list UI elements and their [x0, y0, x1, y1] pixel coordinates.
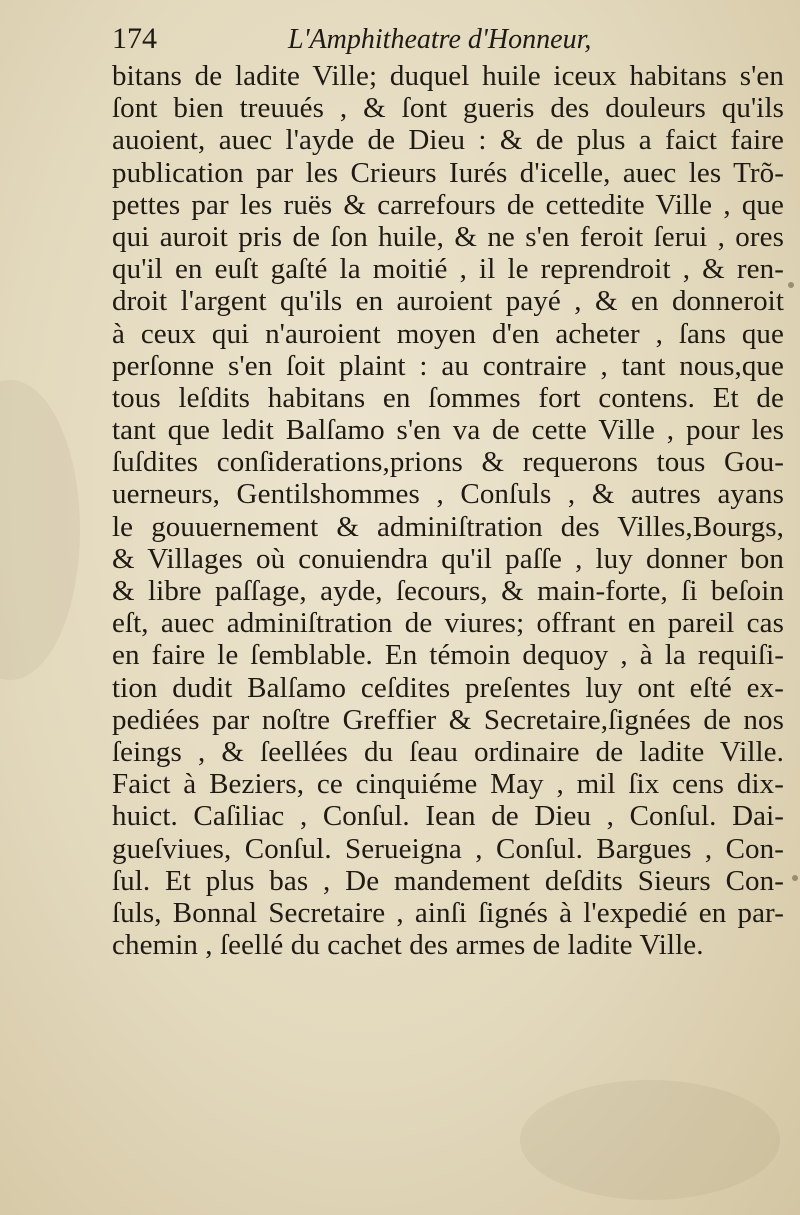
text-line: droit l'argent qu'ils en auroient payé , & en donneroit [112, 285, 784, 318]
body-text [112, 60, 784, 961]
text-line: gueſviues, Conſul. Serueigna , Conſul. Bargues , Con- [112, 832, 784, 865]
text-line: huict. Caſiliac , Conſul. Iean de Dieu , Conſul. Dai- [112, 800, 784, 833]
text-line: ſuſdites conſiderations,prions & requerons tous Gou- [112, 446, 784, 479]
page-number: 174 [112, 22, 157, 55]
paper-stain [0, 380, 80, 680]
text-line: qu'il en euſt gaſté la moitié , il le reprendroit , & ren- [112, 253, 784, 286]
text-line: tion dudit Balſamo ceſdites preſentes luy ont eſté ex- [112, 671, 784, 704]
text-line: eſt, auec adminiſtration de viures; offrant en pareil cas [112, 607, 784, 640]
running-title: L'Amphitheatre d'Honneur, [288, 24, 592, 55]
text-line: uerneurs, Gentilshommes , Conſuls , & autres ayans [112, 478, 784, 511]
text-line: auoient, auec l'ayde de Dieu : & de plus a faict faire [112, 124, 784, 157]
paper-stain [520, 1080, 780, 1200]
text-line: qui auroit pris de ſon huile, & ne s'en feroit ſerui , ores [112, 220, 784, 253]
text-line: & libre paſſage, ayde, ſecours, & main-forte, ſi beſoin [112, 575, 784, 607]
text-line: Faict à Beziers, ce cinquiéme May , mil ſix cens dix- [112, 768, 784, 801]
margin-mark [788, 282, 794, 288]
text-line: tous leſdits habitans en ſommes fort contens. Et de [112, 381, 784, 414]
text-line: publication par les Crieurs Iurés d'icelle, auec les Trõ- [112, 156, 784, 189]
text-line: ſont bien treuués , & ſont gueris des douleurs qu'ils [112, 92, 784, 125]
text-line: le gouuernement & adminiſtration des Villes,Bourgs, [112, 510, 784, 543]
text-line: ſuls, Bonnal Secretaire , ainſi ſignés à l'expedié en par- [112, 896, 784, 929]
text-line: bitans de ladite Ville; duquel huile iceux habitans s'en [112, 60, 784, 92]
text-line: ſul. Et plus bas , De mandement deſdits Sieurs Con- [112, 864, 784, 897]
text-line: & Villages où conuiendra qu'il paſſe , luy donner bon [112, 542, 784, 575]
text-line: chemin , ſeellé du cachet des armes de ladite Ville. [112, 929, 704, 962]
text-line: tant que ledit Balſamo s'en va de cette Ville , pour les [112, 414, 784, 447]
text-line: ſeings , & ſeellées du ſeau ordinaire de ladite Ville. [112, 735, 784, 768]
page-header [112, 20, 632, 60]
text-line: à ceux qui n'auroient moyen d'en acheter , ſans que [112, 317, 784, 350]
text-line: pettes par les ruës & carrefours de cettedite Ville , que [112, 188, 784, 221]
text-line: en faire le ſemblable. En témoin dequoy , à la requiſi- [112, 639, 784, 672]
text-line: pediées par noſtre Greffier & Secretaire,ſignées de nos [112, 703, 784, 736]
text-line: perſonne s'en ſoit plaint : au contraire , tant nous,que [112, 349, 784, 382]
margin-mark [792, 875, 798, 881]
